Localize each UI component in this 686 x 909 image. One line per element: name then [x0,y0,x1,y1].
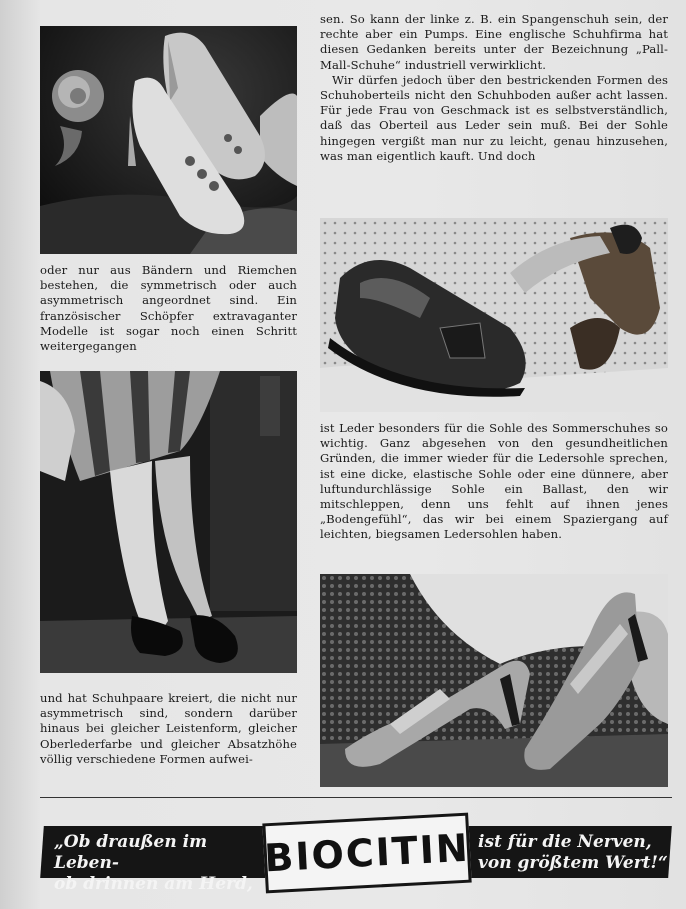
pumps-illustration [40,26,297,254]
paragraph: oder nur aus Bändern und Riemchen bestehen, die symmetrisch oder auch asymmetrisch angeordnet sind. Ein französischer Schöpfer extravaganter Modelle ist sogar noch einen Schritt weitergegangen [40,263,297,354]
photo-pumps-with-rose [40,26,297,254]
photo-strappy-sandals [320,574,668,787]
paragraph: sen. So kann der linke z. B. ein Spangenschuh sein, der rechte aber ein Pumps. Eine englische Schuhfirma hat diesen Gedanken bereits unter der Bezeichnung „Pall-Mall-Schuhe“ industriell verwirklicht. [320,12,668,72]
divider-line [40,797,672,798]
logo-text: BIOCITIN [263,825,471,881]
advert-slogan-left [54,832,254,895]
advert-slogan-line: ob drinnen am Herd, [54,874,253,894]
biocitin-logo [262,813,471,894]
paragraph: Wir dürfen jedoch über den bestrickenden Formen des Schuhoberteils nicht den Schuhboden außer acht lassen. Für jede Frau von Geschmack ist es selbstverständlich, daß das Oberteil aus Leder sein muß. Bei der Sohle hingegen vergißt man nur zu leicht, genau hinzusehen, was man eigentlich kauft. Und doch [320,72,668,163]
left-column-text-1 [40,263,297,354]
paragraph: und hat Schuhpaare kreiert, die nicht nur asymmetrisch sind, sondern darüber hinaus bei gleicher Leistenform, gleicher Oberlederfarbe und gleicher Absatzhöhe völlig verschiedene Formen aufwei- [40,691,297,766]
photo-legs-in-dress [40,371,297,673]
legs-illustration [40,371,297,673]
photo-loafer-and-shoe-tree [320,218,668,412]
right-column-text-2 [320,421,668,543]
sandals-illustration [320,574,668,787]
biocitin-advert [42,818,670,894]
loafer-illustration [320,218,668,412]
right-column-text-1 [320,12,668,164]
left-column-text-2 [40,691,297,767]
advert-slogan-line: ist für die Nerven, [478,832,652,852]
advert-slogan-right [478,832,668,874]
advert-slogan-line: „Ob draußen im Leben- [54,832,208,873]
advert-slogan-line: von größtem Wert!“ [478,853,668,873]
paragraph: ist Leder besonders für die Sohle des Sommerschuhes so wichtig. Ganz abgesehen von den gesundheitlichen Gründen, die immer wieder für die Ledersohle sprechen, ist eine dicke, elastische Sohle oder eine dünnere, aber luftundurchlässige Sohle ein Ballast, den wir mitschleppen, denn uns fehlt auf ihnen jenes „Bodengefühl“, das wir bei einem Spaziergang auf leichten, biegsamen Ledersohlen haben. [320,421,668,542]
